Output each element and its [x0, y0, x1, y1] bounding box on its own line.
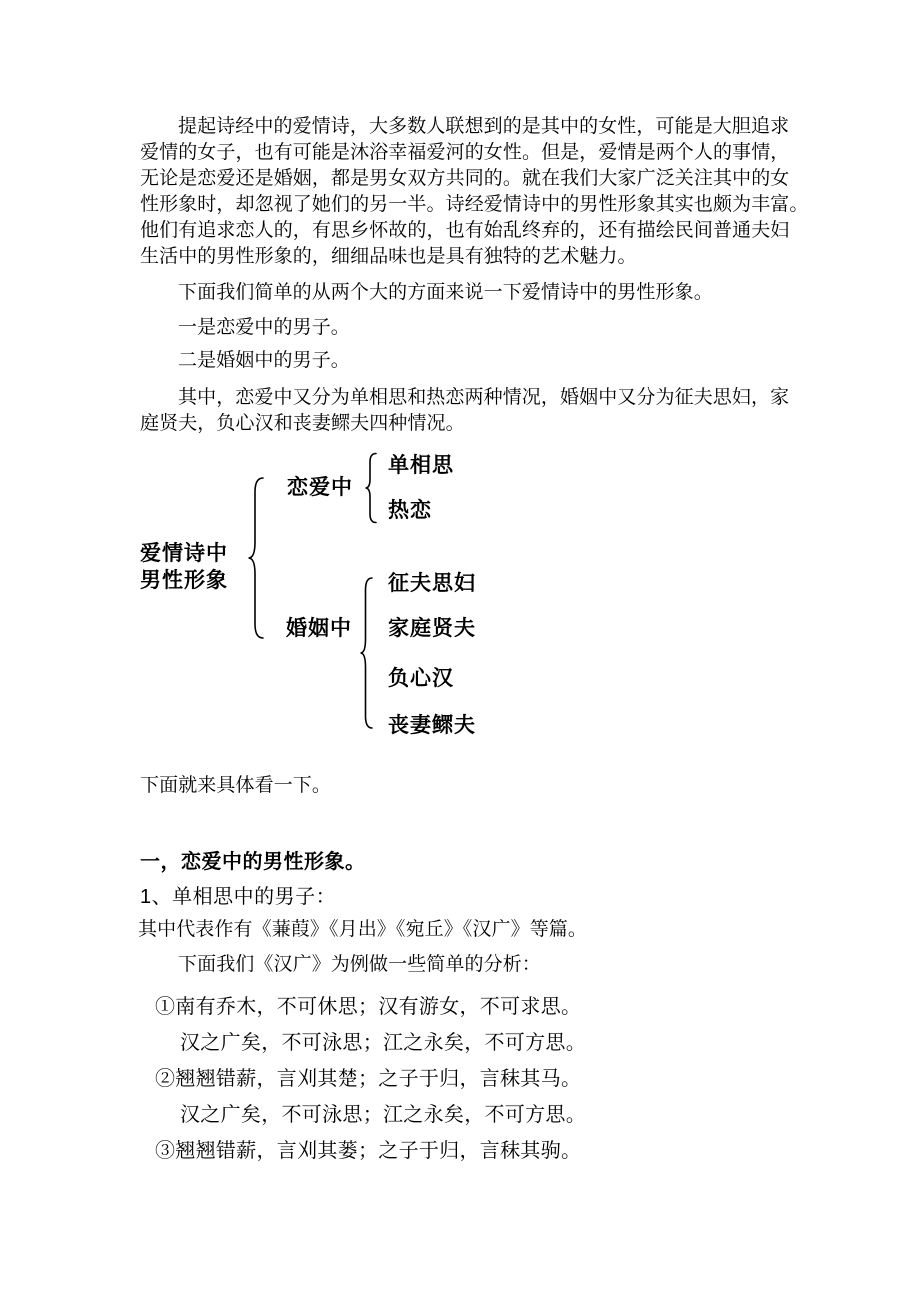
love-brace-icon — [364, 452, 378, 524]
section-lead: 下面就来具体看一下。 — [140, 775, 332, 796]
root-brace-icon — [247, 476, 265, 640]
analysis-intro-line: 下面我们《汉广》为例做一些简单的分析： — [178, 954, 541, 975]
diagram-item-passionate: 热恋 — [388, 498, 432, 522]
intro-paragraph — [140, 114, 809, 270]
poem-line-2: 汉之广矣，不可泳思；江之永矣，不可方思。 — [180, 1032, 586, 1054]
diagram-root-label — [140, 540, 228, 594]
overview-lead: 下面我们简单的从两个大的方面来说一下爱情诗中的男性形象。 — [178, 282, 713, 303]
poem-line-4: 汉之广矣，不可泳思；江之永矣，不可方思。 — [180, 1104, 586, 1126]
intro-line: 无论是恋爱还是婚姻，都是男女双方共同的。就在我们大家广泛关注其中的女 — [140, 168, 790, 189]
diagram-root-label-line2: 男性形象 — [140, 568, 228, 592]
overview-detail — [140, 385, 789, 437]
overview-point-1: 一是恋爱中的男子。 — [178, 317, 350, 338]
overview-detail-line: 其中，恋爱中又分为单相思和热恋两种情况，婚姻中又分为征夫思妇，家 — [178, 387, 790, 408]
marriage-brace-icon — [359, 576, 374, 730]
diagram-branch-love: 恋爱中 — [287, 475, 353, 499]
diagram-item-heartless: 负心汉 — [388, 666, 454, 690]
representative-works-line: 其中代表作有《蒹葭》《月出》《宛丘》《汉广》等篇。 — [138, 919, 588, 940]
poem-line-1: ①南有乔木，不可休思；汉有游女，不可求思。 — [155, 996, 582, 1018]
diagram-item-family-man: 家庭贤夫 — [388, 616, 476, 640]
poem-line-5: ③翘翘错薪，言刈其蒌；之子于归，言秣其驹。 — [155, 1140, 582, 1162]
diagram-item-widower: 丧妻鳏夫 — [388, 713, 476, 737]
intro-line: 他们有追求恋人的，有思乡怀故的，也有始乱终弃的，还有描绘民间普通夫妇 — [140, 220, 790, 241]
overview-detail-line: 庭贤夫，负心汉和丧妻鳏夫四种情况。 — [140, 413, 465, 434]
diagram-root-label-line1: 爱情诗中 — [140, 541, 228, 565]
section-heading-1: 一，恋爱中的男性形象。 — [140, 851, 366, 873]
intro-line: 爱情的女子，也有可能是沐浴幸福爱河的女性。但是，爱情是两个人的事情， — [140, 142, 790, 163]
poem-line-3: ②翘翘错薪，言刈其楚；之子于归，言秣其马。 — [155, 1068, 582, 1090]
intro-line: 生活中的男性形象的，细细品味也是具有独特的艺术魅力。 — [140, 246, 637, 267]
intro-line: 性形象时，却忽视了她们的另一半。诗经爱情诗中的男性形象其实也颇为丰富。 — [140, 194, 809, 215]
intro-line: 提起诗经中的爱情诗，大多数人联想到的是其中的女性，可能是大胆追求 — [178, 116, 790, 137]
diagram-branch-marriage: 婚姻中 — [286, 616, 352, 640]
overview-point-2: 二是婚姻中的男子。 — [178, 350, 350, 371]
section-subheading-1: 1、单相思中的男子： — [140, 886, 337, 908]
diagram-item-unrequited: 单相思 — [388, 453, 454, 477]
diagram-item-soldier: 征夫思妇 — [388, 571, 476, 595]
